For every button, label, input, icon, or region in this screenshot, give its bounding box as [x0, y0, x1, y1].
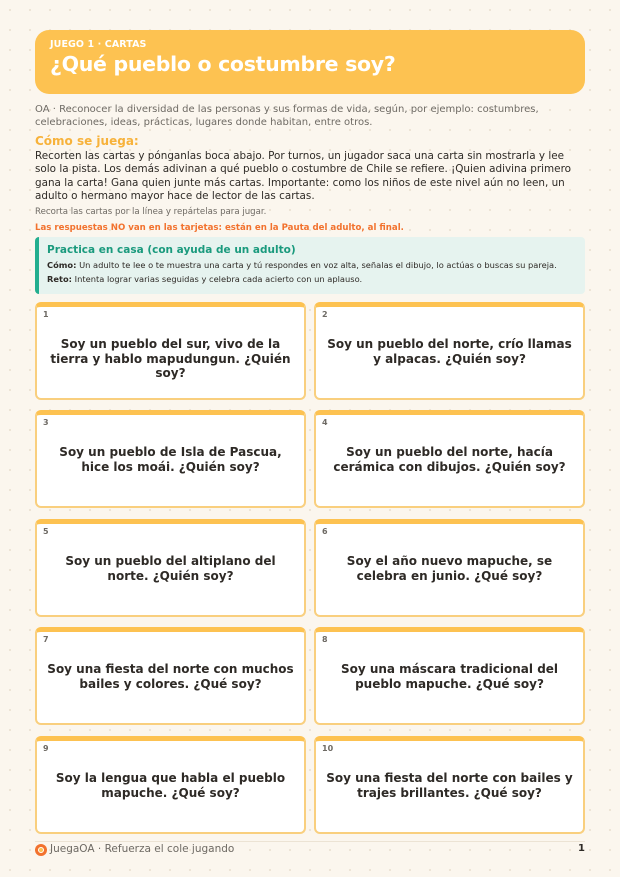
how-to-play-heading: Cómo se juega: [35, 134, 139, 148]
card-number: 2 [322, 310, 328, 319]
card-clue: Soy una máscara tradicional del pueblo mapuche. ¿Qué soy? [340, 662, 559, 691]
practice-title: Practica en casa (con ayuda de un adulto) [47, 244, 296, 256]
card[interactable] [314, 519, 585, 617]
card-clue: Soy una fiesta del norte con bailes y trajes brillantes. ¿Qué soy? [326, 771, 573, 800]
card[interactable] [35, 410, 306, 508]
practice-challenge-text: Intenta lograr varias seguidas y celebra cada acierto con un aplauso. [74, 274, 363, 284]
card-number: 7 [43, 635, 49, 644]
card-number: 9 [43, 744, 49, 753]
card-clue: Soy un pueblo del sur, vivo de la tierra y hablo mapudungun. ¿Quién soy? [50, 337, 291, 380]
page-number: 1 [578, 843, 585, 854]
card[interactable] [35, 519, 306, 617]
answers-note: Las respuestas NO van en las tarjetas: están en la Pauta del adulto, al final. [35, 222, 404, 233]
card-clue: Soy un pueblo del altiplano del norte. ¿Quién soy? [65, 554, 276, 583]
card[interactable] [314, 627, 585, 725]
card-number: 10 [322, 744, 334, 753]
page-title: ¿Qué pueblo o costumbre soy? [50, 52, 396, 76]
card-number: 8 [322, 635, 328, 644]
footer [35, 843, 585, 859]
footer-brand: JuegaOA · Refuerza el cole jugando [50, 843, 235, 855]
practice-how [47, 260, 577, 270]
card-number: 3 [43, 418, 49, 427]
card[interactable] [314, 302, 585, 400]
target-logo-icon [35, 844, 47, 856]
card[interactable] [35, 736, 306, 834]
card-number: 4 [322, 418, 328, 427]
card-clue: Soy un pueblo del norte, hacía cerámica con dibujos. ¿Quién soy? [333, 445, 566, 474]
practice-how-text: Un adulto te lee o te muestra una carta y tú respondes en voz alta, señalas el dibujo, lo actúas o buscas su pareja. [79, 260, 557, 270]
learning-objective: OA · Reconocer la diversidad de las personas y sus formas de vida, según, por ejemplo: costumbres, celebraciones, ideas, prácticas, lugares donde habitan, entre otros. [35, 104, 539, 128]
card-number: 5 [43, 527, 49, 536]
intro-section [35, 104, 587, 233]
card-clue: Soy un pueblo del norte, crío llamas y alpacas. ¿Quién soy? [327, 337, 572, 366]
card-number: 6 [322, 527, 328, 536]
card-clue: Soy el año nuevo mapuche, se celebra en junio. ¿Qué soy? [346, 554, 553, 583]
game-kicker: JUEGO 1 · CARTAS [50, 39, 147, 50]
card-clue: Soy una fiesta del norte con muchos bailes y colores. ¿Qué soy? [47, 662, 294, 691]
how-to-play-text: Recorten las cartas y pónganlas boca abajo. Por turnos, un jugador saca una carta sin mostrarla y lee solo la pista. Los demás adivinan a qué pueblo o costumbre de Chile se refiere. ¡Quien adivina primero gana la carta! Gana quien junte más cartas. Importante: como los niños de este nivel aún no leen, un adulto o hermano mayor hace de lector de las cartas. [35, 150, 571, 203]
practice-challenge [47, 274, 577, 284]
card[interactable] [35, 627, 306, 725]
card[interactable] [35, 302, 306, 400]
footer-divider [35, 841, 585, 842]
practice-challenge-label: Reto: [47, 274, 73, 284]
card[interactable] [314, 736, 585, 834]
cut-instructions: Recorta las cartas por la línea y repártelas para jugar. [35, 206, 267, 217]
card-number: 1 [43, 310, 49, 319]
card[interactable] [314, 410, 585, 508]
practice-box [35, 237, 585, 294]
card-clue: Soy un pueblo de Isla de Pascua, hice los moái. ¿Quién soy? [59, 445, 282, 474]
title-banner [35, 30, 585, 94]
card-clue: Soy la lengua que habla el pueblo mapuche. ¿Qué soy? [55, 771, 286, 800]
practice-how-label: Cómo: [47, 260, 77, 270]
